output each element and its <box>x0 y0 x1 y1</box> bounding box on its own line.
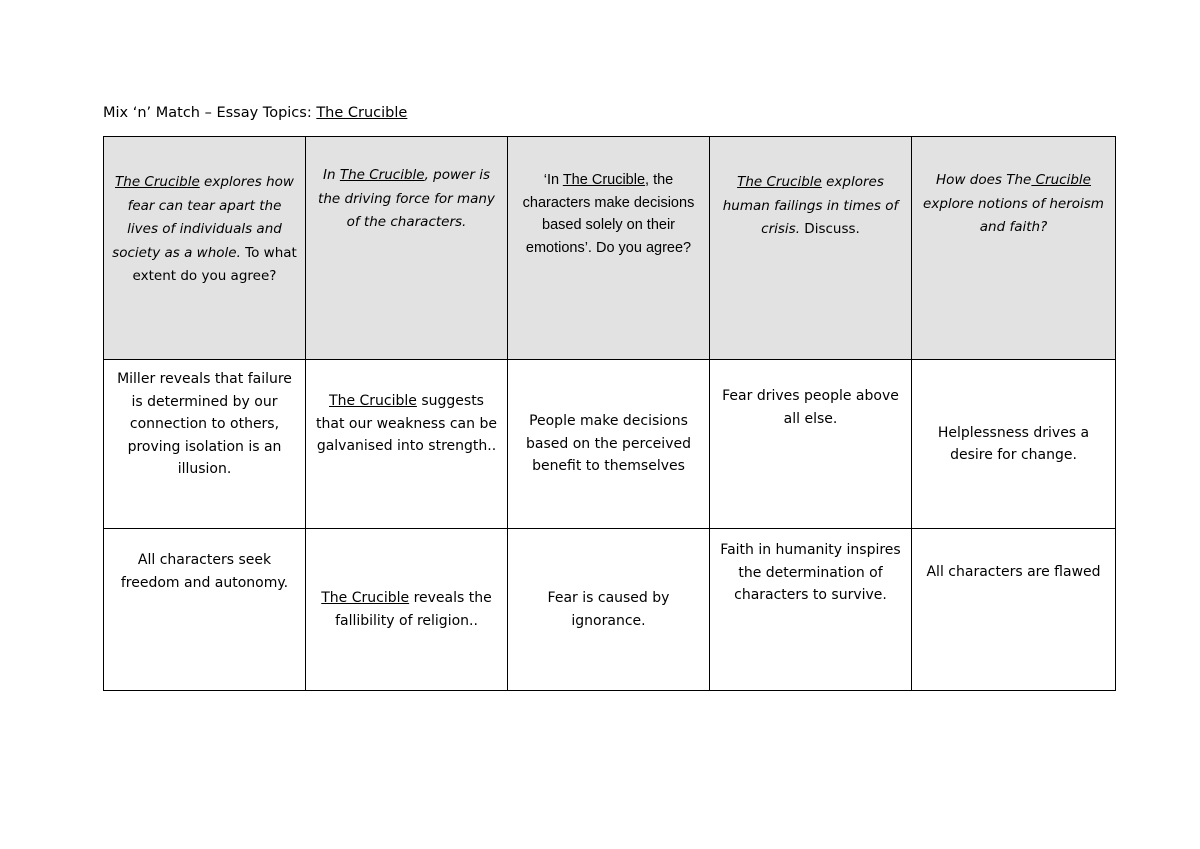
statement-text: All characters are flawed <box>926 564 1101 580</box>
topic-4-question: Discuss. <box>800 221 860 237</box>
topic-cell-3 <box>508 137 710 360</box>
statement-text: reveals the fallibility of religion.. <box>335 590 492 629</box>
statement-cell <box>710 360 912 529</box>
topic-1-title: The Crucible <box>115 174 200 190</box>
topic-cell-5 <box>912 137 1116 360</box>
statement-text: All characters seek freedom and autonomy. <box>120 552 289 591</box>
statement-text: Fear drives people above all else. <box>722 388 899 427</box>
statement-cell <box>508 360 710 529</box>
title-underlined: The Crucible <box>316 105 408 121</box>
topic-1-question: To what extent do you agree? <box>132 244 297 284</box>
title-prefix: Mix ‘n’ Match – Essay Topics: <box>103 105 317 121</box>
table-row <box>104 360 1116 529</box>
essay-topics-table <box>103 136 1116 691</box>
topic-5-body: explore notions of heroism and faith? <box>923 195 1104 235</box>
statement-cell <box>306 360 508 529</box>
statement-text: People make decisions based on the perceived benefit to themselves <box>526 413 691 475</box>
statement-cell <box>104 529 306 691</box>
statement-cell <box>508 529 710 691</box>
statement-title: The Crucible <box>321 590 410 606</box>
topic-cell-2 <box>306 137 508 360</box>
statement-cell <box>912 529 1116 691</box>
statement-cell <box>104 360 306 529</box>
statement-text: Faith in humanity inspires the determination of characters to survive. <box>720 542 901 603</box>
statement-text: Miller reveals that failure is determined by our connection to others, proving isolation is an illusion. <box>117 371 292 477</box>
topic-3-title: The Crucible <box>562 172 646 188</box>
topic-3-lead: ‘In <box>543 172 563 188</box>
statement-cell <box>710 529 912 691</box>
topic-4-title: The Crucible <box>737 174 822 190</box>
statement-cell <box>306 529 508 691</box>
topic-cell-1 <box>104 137 306 360</box>
statement-text: suggests that our weakness can be galvanised into strength.. <box>316 393 497 454</box>
topic-2-body: , power is the driving force for many of the characters. <box>318 167 495 230</box>
topic-cell-4 <box>710 137 912 360</box>
statement-text: Helplessness drives a desire for change. <box>937 424 1090 463</box>
topic-4-body: explores human failings in times of crisis. <box>722 174 899 237</box>
table-row <box>104 529 1116 691</box>
page-title <box>103 103 407 123</box>
statement-text: Fear is caused by ignorance. <box>547 590 670 629</box>
topic-1-body: explores how fear can tear apart the lives of individuals and society as a whole. <box>112 174 294 261</box>
table-row <box>104 137 1116 360</box>
statement-title: The Crucible <box>329 393 417 409</box>
statement-cell <box>912 360 1116 529</box>
topic-3-body: , the characters make decisions based solely on their emotions’. Do you agree? <box>522 172 695 256</box>
topic-2-lead: In <box>323 167 340 183</box>
topic-2-title: The Crucible <box>339 167 425 183</box>
topic-5-lead: How does The <box>936 172 1032 188</box>
topic-5-title: Crucible <box>1031 172 1091 188</box>
